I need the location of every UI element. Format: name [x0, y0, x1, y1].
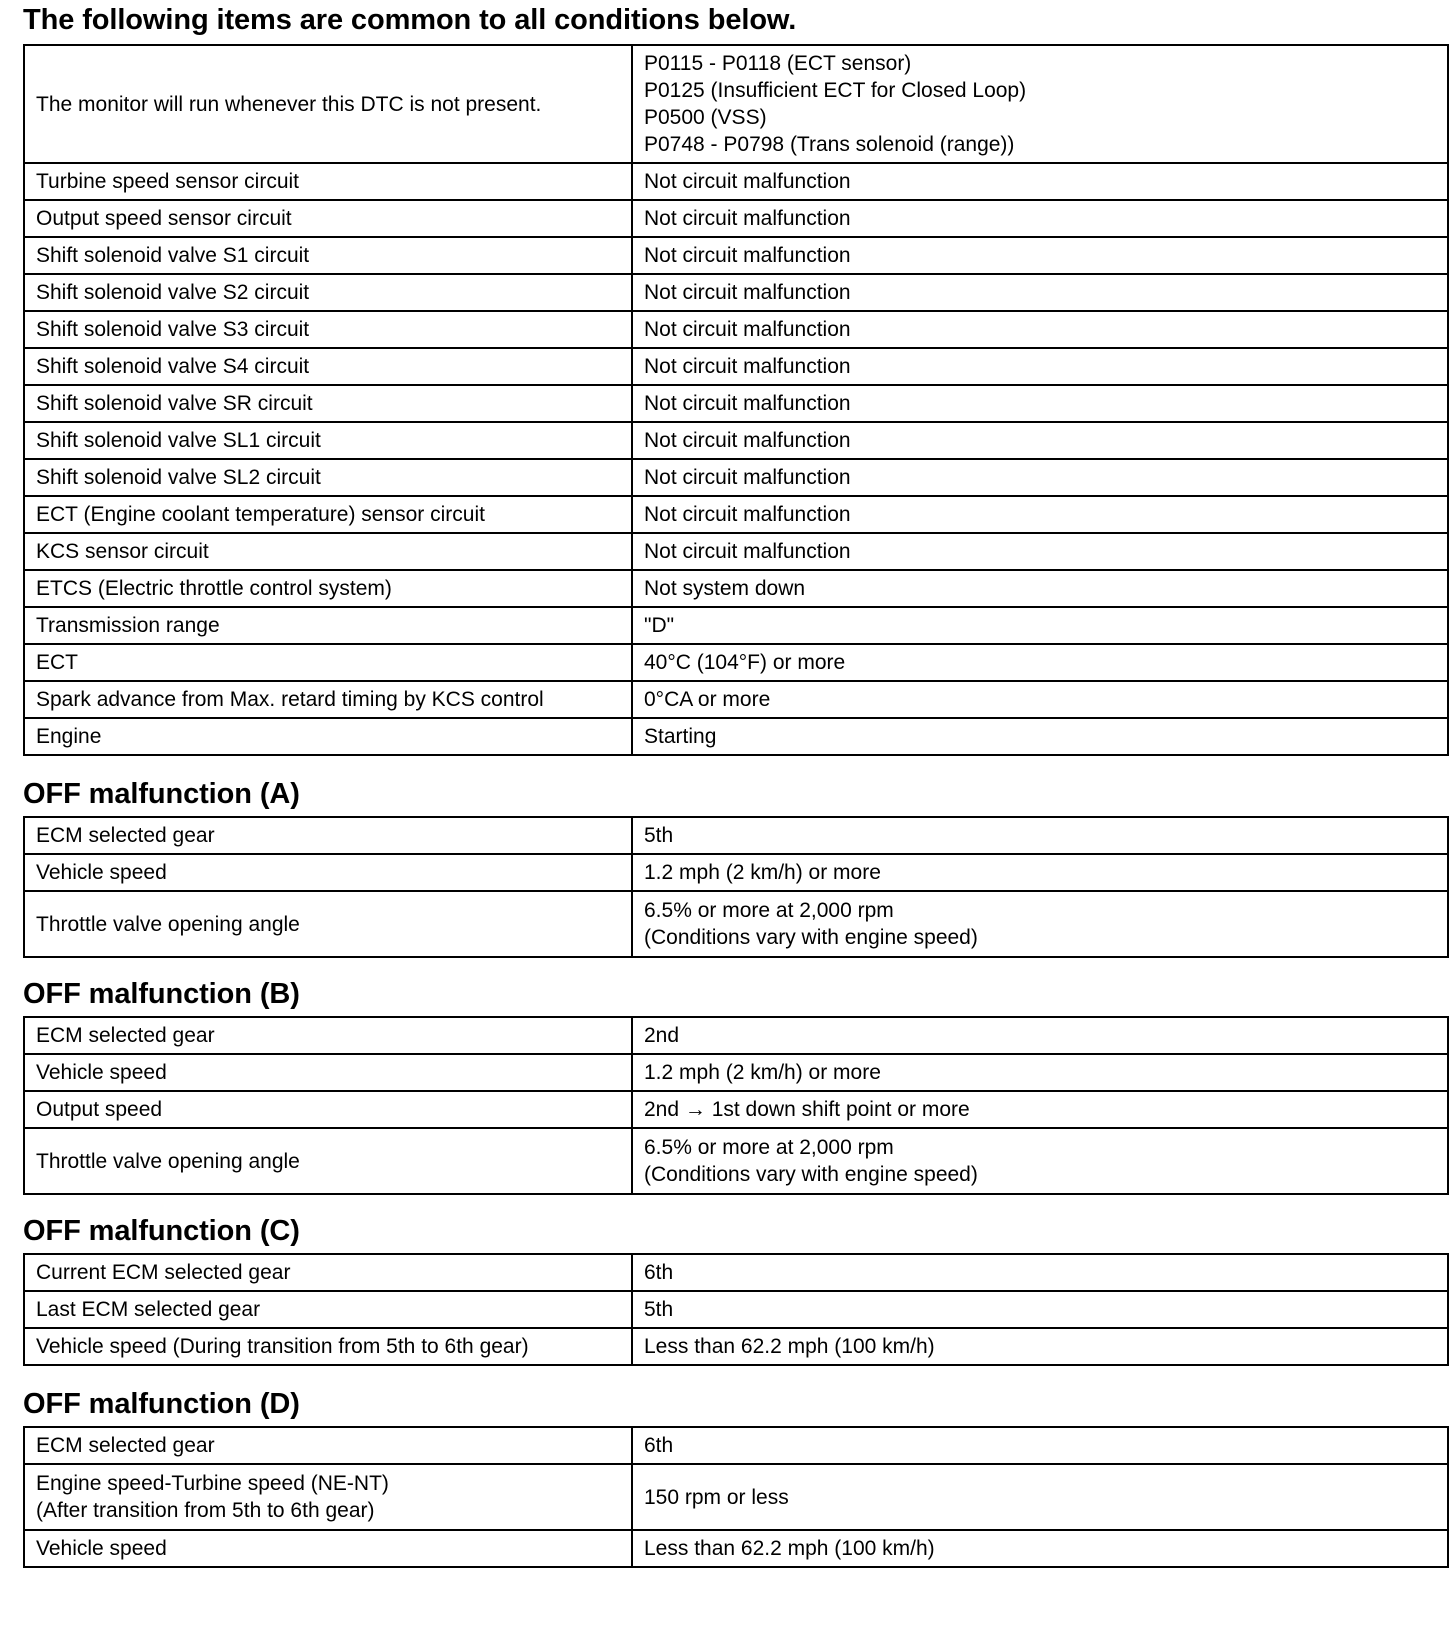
condition-value: 6.5% or more at 2,000 rpm (Conditions vary with engine speed)	[632, 891, 1448, 957]
table-row	[24, 644, 1448, 681]
condition-value: Not circuit malfunction	[632, 422, 1448, 459]
table-row	[24, 1054, 1448, 1091]
condition-label: ECM selected gear	[24, 817, 632, 854]
table-row	[24, 1328, 1448, 1365]
condition-value: 6.5% or more at 2,000 rpm (Conditions vary with engine speed)	[632, 1128, 1448, 1194]
condition-value: 2nd → 1st down shift point or more	[632, 1091, 1448, 1128]
table-row	[24, 1464, 1448, 1530]
off-malfunction-a-table	[23, 816, 1449, 958]
condition-label: Vehicle speed	[24, 854, 632, 891]
condition-label: Engine	[24, 718, 632, 755]
condition-value: Not circuit malfunction	[632, 533, 1448, 570]
table-row	[24, 681, 1448, 718]
table-row	[24, 459, 1448, 496]
table-row	[24, 1254, 1448, 1291]
table-row	[24, 1128, 1448, 1194]
condition-value: 150 rpm or less	[632, 1464, 1448, 1530]
condition-value: Not circuit malfunction	[632, 163, 1448, 200]
condition-label: Vehicle speed	[24, 1530, 632, 1567]
condition-label: Shift solenoid valve S4 circuit	[24, 348, 632, 385]
condition-label: Turbine speed sensor circuit	[24, 163, 632, 200]
condition-label: The monitor will run whenever this DTC is not present.	[24, 45, 632, 163]
condition-value: Not circuit malfunction	[632, 200, 1448, 237]
condition-value: 2nd	[632, 1017, 1448, 1054]
table-row	[24, 1530, 1448, 1567]
condition-label: Spark advance from Max. retard timing by KCS control	[24, 681, 632, 718]
off-malfunction-b-section	[23, 974, 1447, 1195]
condition-value: Not circuit malfunction	[632, 274, 1448, 311]
condition-label: Vehicle speed (During transition from 5th to 6th gear)	[24, 1328, 632, 1365]
off-malfunction-d-section	[23, 1384, 1447, 1568]
condition-label: Throttle valve opening angle	[24, 891, 632, 957]
table-row	[24, 45, 1448, 163]
condition-label: Current ECM selected gear	[24, 1254, 632, 1291]
condition-value: Not circuit malfunction	[632, 311, 1448, 348]
condition-value: Less than 62.2 mph (100 km/h)	[632, 1328, 1448, 1365]
condition-value: 0°CA or more	[632, 681, 1448, 718]
condition-label: ECT (Engine coolant temperature) sensor circuit	[24, 496, 632, 533]
condition-value: Not circuit malfunction	[632, 496, 1448, 533]
off-malfunction-c-table	[23, 1253, 1449, 1366]
condition-label: Shift solenoid valve S2 circuit	[24, 274, 632, 311]
condition-label: Transmission range	[24, 607, 632, 644]
table-row	[24, 607, 1448, 644]
condition-label: ETCS (Electric throttle control system)	[24, 570, 632, 607]
table-row	[24, 422, 1448, 459]
condition-label: Shift solenoid valve S3 circuit	[24, 311, 632, 348]
table-row	[24, 854, 1448, 891]
table-row	[24, 533, 1448, 570]
table-row	[24, 1427, 1448, 1464]
condition-label: Shift solenoid valve SL1 circuit	[24, 422, 632, 459]
table-row	[24, 274, 1448, 311]
condition-label: Throttle valve opening angle	[24, 1128, 632, 1194]
table-row	[24, 1291, 1448, 1328]
condition-value: 6th	[632, 1254, 1448, 1291]
condition-value: P0115 - P0118 (ECT sensor) P0125 (Insufficient ECT for Closed Loop) P0500 (VSS) P0748 - P0798 (Trans solenoid (range))	[632, 45, 1448, 163]
condition-value: 5th	[632, 817, 1448, 854]
section-heading: The following items are common to all conditions below.	[23, 4, 797, 36]
table-row	[24, 891, 1448, 957]
condition-label: Engine speed-Turbine speed (NE-NT) (After transition from 5th to 6th gear)	[24, 1464, 632, 1530]
section-heading: OFF malfunction (D)	[23, 1388, 300, 1420]
off-malfunction-a-section	[23, 774, 1447, 958]
condition-value: 1.2 mph (2 km/h) or more	[632, 1054, 1448, 1091]
common-conditions-section	[23, 0, 1447, 756]
condition-value: 40°C (104°F) or more	[632, 644, 1448, 681]
table-row	[24, 1091, 1448, 1128]
off-malfunction-b-table	[23, 1016, 1449, 1195]
condition-value: Less than 62.2 mph (100 km/h)	[632, 1530, 1448, 1567]
table-row	[24, 200, 1448, 237]
table-row	[24, 348, 1448, 385]
condition-label: Output speed sensor circuit	[24, 200, 632, 237]
condition-value: Not circuit malfunction	[632, 385, 1448, 422]
section-heading: OFF malfunction (C)	[23, 1215, 300, 1247]
condition-value: Not system down	[632, 570, 1448, 607]
condition-value: 6th	[632, 1427, 1448, 1464]
condition-label: Last ECM selected gear	[24, 1291, 632, 1328]
condition-label: ECT	[24, 644, 632, 681]
table-row	[24, 1017, 1448, 1054]
condition-label: Shift solenoid valve SR circuit	[24, 385, 632, 422]
document-page	[23, 0, 1447, 1586]
condition-value: "D"	[632, 607, 1448, 644]
table-row	[24, 496, 1448, 533]
condition-label: ECM selected gear	[24, 1017, 632, 1054]
condition-label: KCS sensor circuit	[24, 533, 632, 570]
off-malfunction-d-table	[23, 1426, 1449, 1568]
condition-value: Not circuit malfunction	[632, 459, 1448, 496]
condition-label: Shift solenoid valve SL2 circuit	[24, 459, 632, 496]
condition-value: Not circuit malfunction	[632, 348, 1448, 385]
table-row	[24, 385, 1448, 422]
condition-label: Output speed	[24, 1091, 632, 1128]
section-heading: OFF malfunction (A)	[23, 778, 300, 810]
common-conditions-table	[23, 44, 1449, 756]
table-row	[24, 817, 1448, 854]
table-row	[24, 163, 1448, 200]
table-row	[24, 237, 1448, 274]
table-row	[24, 718, 1448, 755]
condition-value: Starting	[632, 718, 1448, 755]
condition-label: Shift solenoid valve S1 circuit	[24, 237, 632, 274]
condition-value: Not circuit malfunction	[632, 237, 1448, 274]
table-row	[24, 311, 1448, 348]
table-row	[24, 570, 1448, 607]
off-malfunction-c-section	[23, 1211, 1447, 1366]
condition-label: ECM selected gear	[24, 1427, 632, 1464]
condition-label: Vehicle speed	[24, 1054, 632, 1091]
condition-value: 5th	[632, 1291, 1448, 1328]
condition-value: 1.2 mph (2 km/h) or more	[632, 854, 1448, 891]
section-heading: OFF malfunction (B)	[23, 978, 300, 1010]
